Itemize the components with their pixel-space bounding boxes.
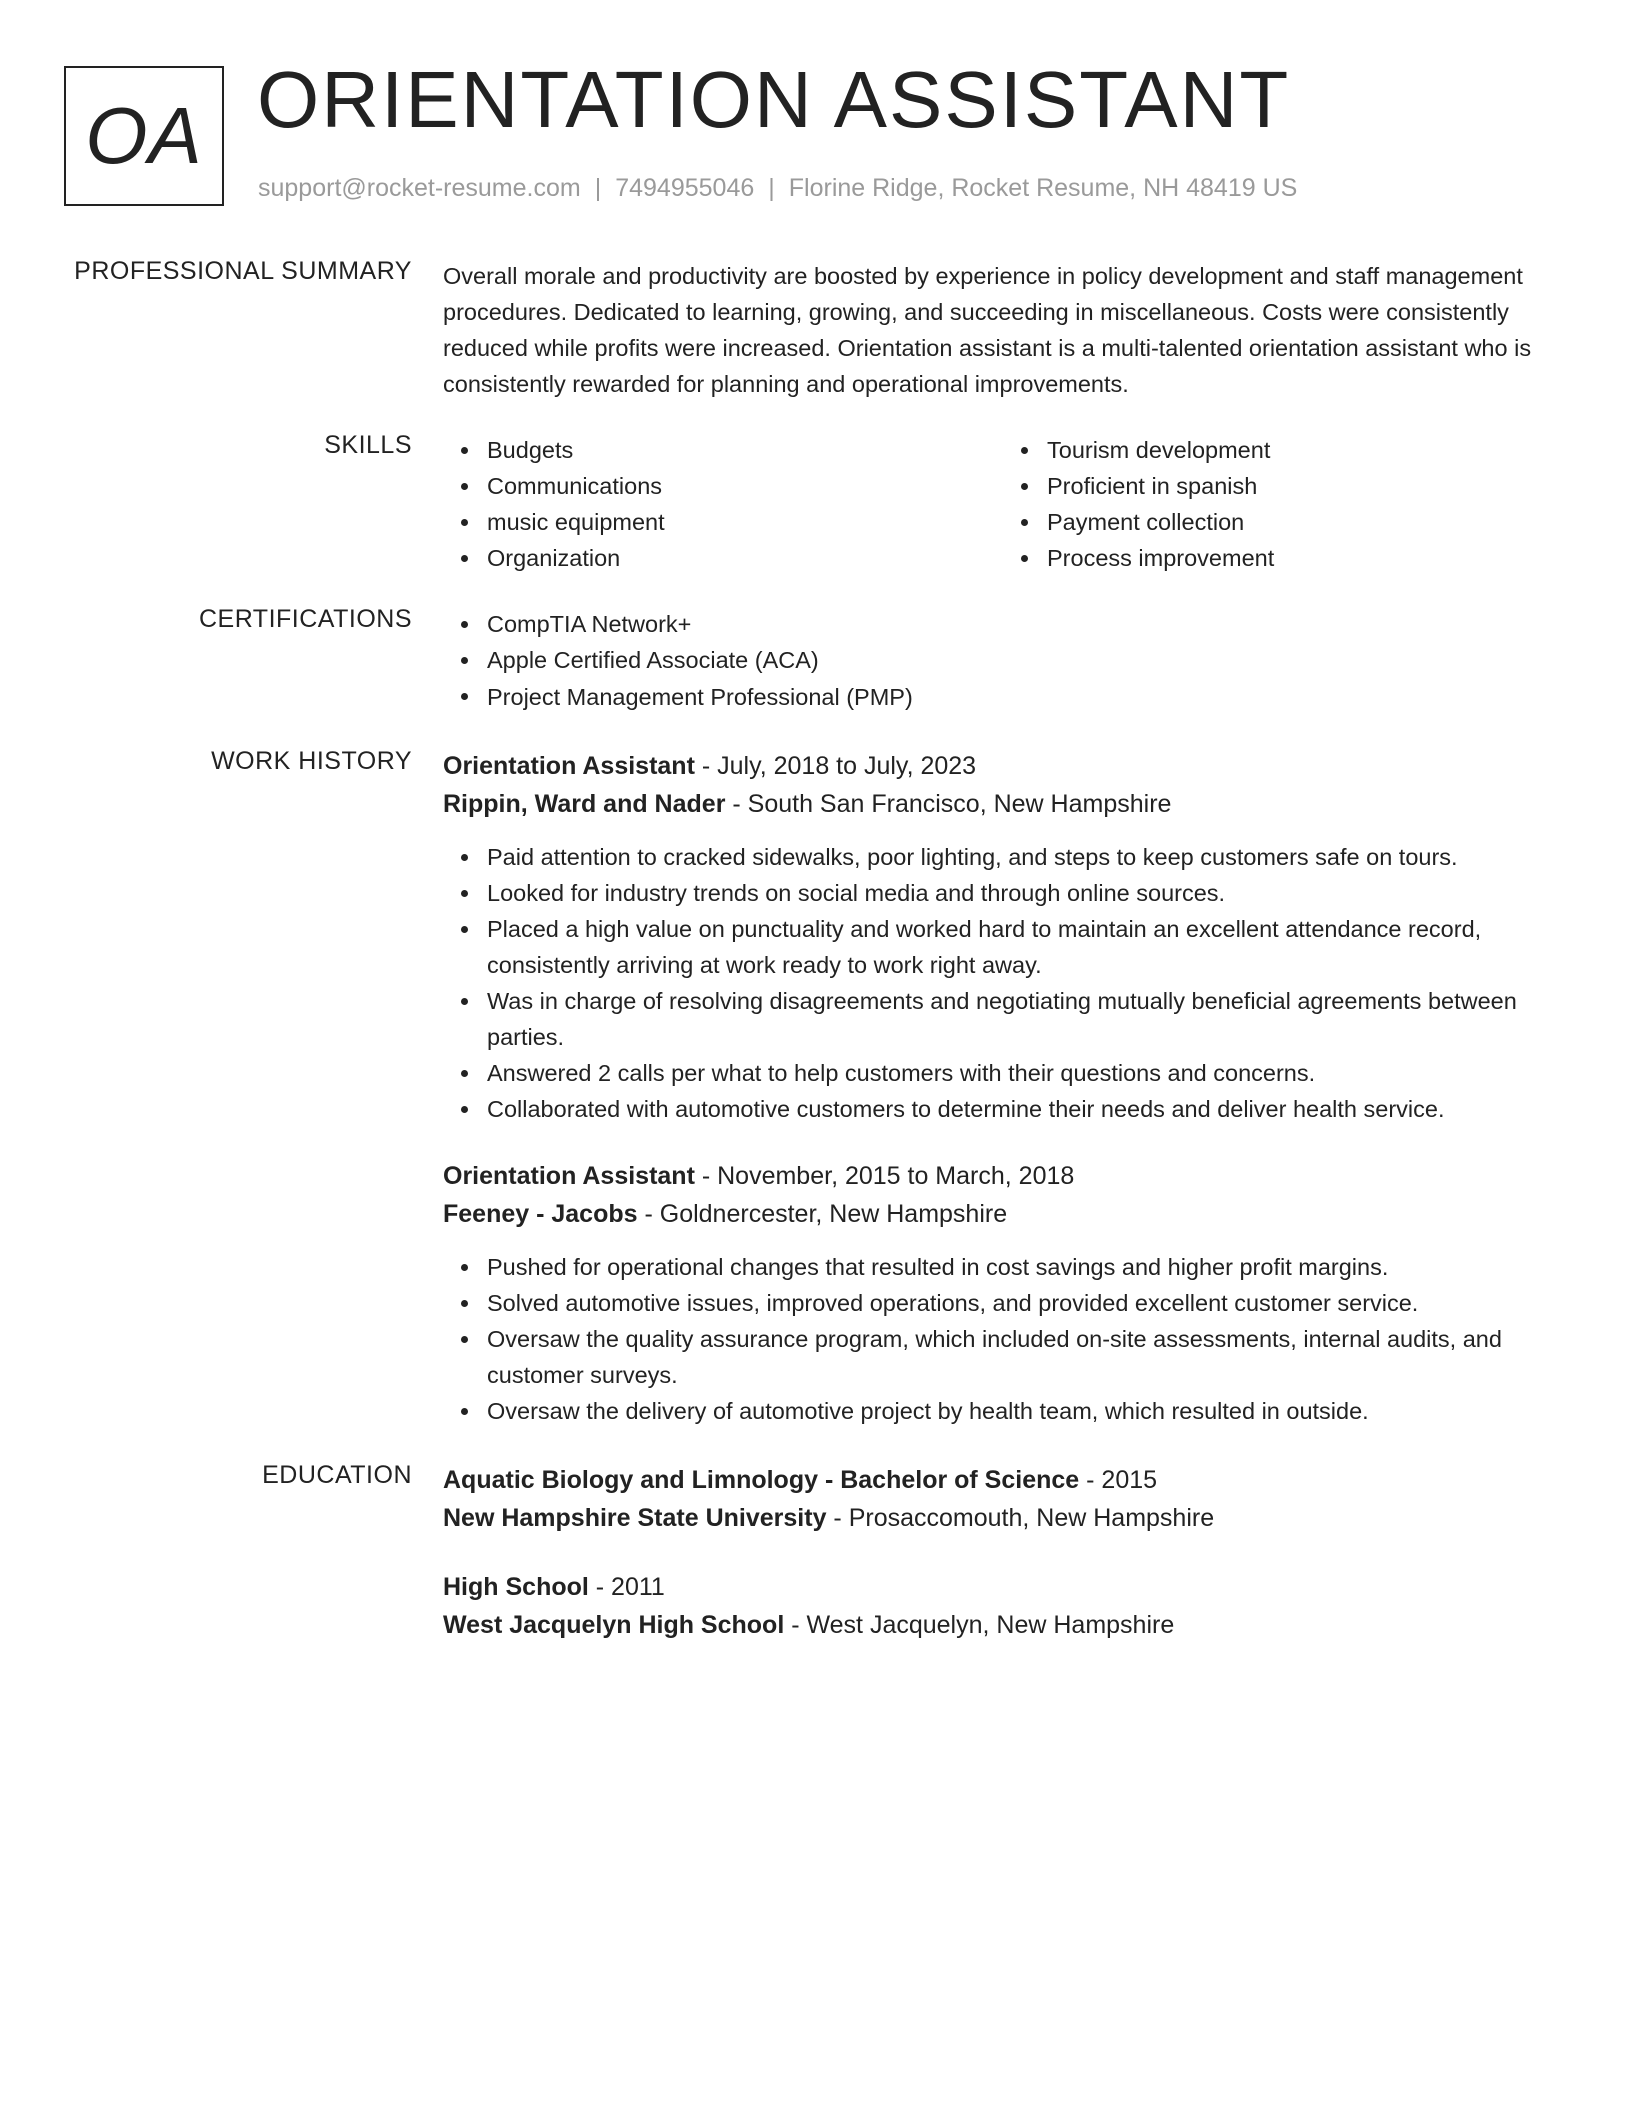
skill-item: Payment collection	[1047, 504, 1563, 540]
education-school: New Hampshire State University	[443, 1504, 827, 1532]
skills-body	[443, 432, 1563, 576]
job-company: Feeney - Jacobs	[443, 1200, 638, 1228]
candidate-name: ORIENTATION ASSISTANT	[257, 55, 1291, 144]
skills-list-right	[1003, 432, 1563, 576]
job-duty-item: Collaborated with automotive customers to determine their needs and deliver health service.	[487, 1091, 1563, 1127]
certification-item: Project Management Professional (PMP)	[487, 678, 1563, 717]
section-label-skills: SKILLS	[324, 431, 412, 459]
job-location: - South San Francisco, New Hampshire	[725, 790, 1172, 818]
job-duty-item: Solved automotive issues, improved operations, and provided excellent customer service.	[487, 1285, 1563, 1321]
education-degree: Aquatic Biology and Limnology - Bachelor of Science	[443, 1466, 1080, 1494]
skill-item: Budgets	[487, 432, 1003, 468]
contact-address: Florine Ridge, Rocket Resume, NH 48419 US	[788, 174, 1298, 202]
education-year: - 2011	[588, 1573, 665, 1601]
skill-item: Process improvement	[1047, 540, 1563, 576]
job-title: Orientation Assistant	[443, 752, 695, 780]
education-location: - West Jacquelyn, New Hampshire	[784, 1611, 1175, 1639]
job-duty-item: Oversaw the delivery of automotive project by health team, which resulted in outside.	[487, 1393, 1563, 1429]
contact-line	[258, 174, 1297, 203]
monogram-badge	[64, 66, 224, 206]
skill-item: Proficient in spanish	[1047, 468, 1563, 504]
section-label-summary: PROFESSIONAL SUMMARY	[74, 257, 412, 285]
job-duty-item: Was in charge of resolving disagreements and negotiating mutually beneficial agreements between parties.	[487, 983, 1563, 1055]
job-title: Orientation Assistant	[443, 1162, 695, 1190]
job-entry	[443, 747, 1563, 1127]
skills-list-left	[443, 432, 1003, 576]
skill-item: Organization	[487, 540, 1003, 576]
work-history-body	[443, 747, 1563, 1429]
section-label-education: EDUCATION	[262, 1461, 412, 1489]
job-company-line	[443, 785, 1563, 823]
job-entry	[443, 1157, 1563, 1429]
contact-email[interactable]: support@rocket-resume.com	[258, 174, 581, 202]
section-label-certifications: CERTIFICATIONS	[198, 605, 412, 633]
summary-text: Overall morale and productivity are boosted by experience in policy development and staff management procedures. Dedicated to learning, growing, and succeeding in miscellaneous. Costs were consistently reduced while profits were increased. Orientation assistant is a multi-talented orientation assistant who is consistently rewarded for planning and operational improvements.	[443, 263, 1532, 397]
job-duties-list	[443, 1249, 1563, 1429]
contact-phone[interactable]: 7494955046	[615, 174, 755, 202]
job-duty-item: Pushed for operational changes that resulted in cost savings and higher profit margins.	[487, 1249, 1563, 1285]
education-entry	[443, 1568, 1563, 1644]
job-duty-item: Looked for industry trends on social media and through online sources.	[487, 875, 1563, 911]
job-dates: - July, 2018 to July, 2023	[694, 752, 977, 780]
certification-item: Apple Certified Associate (ACA)	[487, 642, 1563, 678]
job-location: - Goldnercester, New Hampshire	[637, 1200, 1008, 1228]
job-title-line	[443, 747, 1563, 785]
skill-item: music equipment	[487, 504, 1003, 540]
job-duties-list	[443, 839, 1563, 1127]
job-dates: - November, 2015 to March, 2018	[694, 1162, 1075, 1190]
summary-body	[443, 258, 1563, 402]
education-location: - Prosaccomouth, New Hampshire	[826, 1504, 1215, 1532]
monogram-text: OA	[85, 91, 203, 180]
job-title-line	[443, 1157, 1563, 1195]
education-school-line	[443, 1499, 1563, 1537]
certifications-list	[443, 606, 1563, 717]
certifications-body	[443, 606, 1563, 717]
skill-item: Communications	[487, 468, 1003, 504]
education-entry	[443, 1461, 1563, 1537]
education-school-line	[443, 1606, 1563, 1644]
contact-separator: |	[594, 174, 602, 202]
job-duty-item: Answered 2 calls per what to help customers with their questions and concerns.	[487, 1055, 1563, 1091]
job-duty-item: Oversaw the quality assurance program, which included on-site assessments, internal audits, and customer surveys.	[487, 1321, 1563, 1393]
job-company-line	[443, 1195, 1563, 1233]
education-body	[443, 1461, 1563, 1644]
education-degree: High School	[443, 1573, 589, 1601]
job-duty-item: Paid attention to cracked sidewalks, poor lighting, and steps to keep customers safe on tours.	[487, 839, 1563, 875]
skill-item: Tourism development	[1047, 432, 1563, 468]
education-year: - 2015	[1079, 1466, 1158, 1494]
education-school: West Jacquelyn High School	[443, 1611, 785, 1639]
section-label-work-history: WORK HISTORY	[211, 747, 412, 775]
education-degree-line	[443, 1461, 1563, 1499]
education-degree-line	[443, 1568, 1563, 1606]
certification-item: CompTIA Network+	[487, 606, 1563, 642]
contact-separator: |	[768, 174, 775, 202]
job-duty-item: Placed a high value on punctuality and worked hard to maintain an excellent attendance record, consistently arriving at work ready to work right away.	[487, 911, 1563, 983]
job-company: Rippin, Ward and Nader	[443, 790, 726, 818]
